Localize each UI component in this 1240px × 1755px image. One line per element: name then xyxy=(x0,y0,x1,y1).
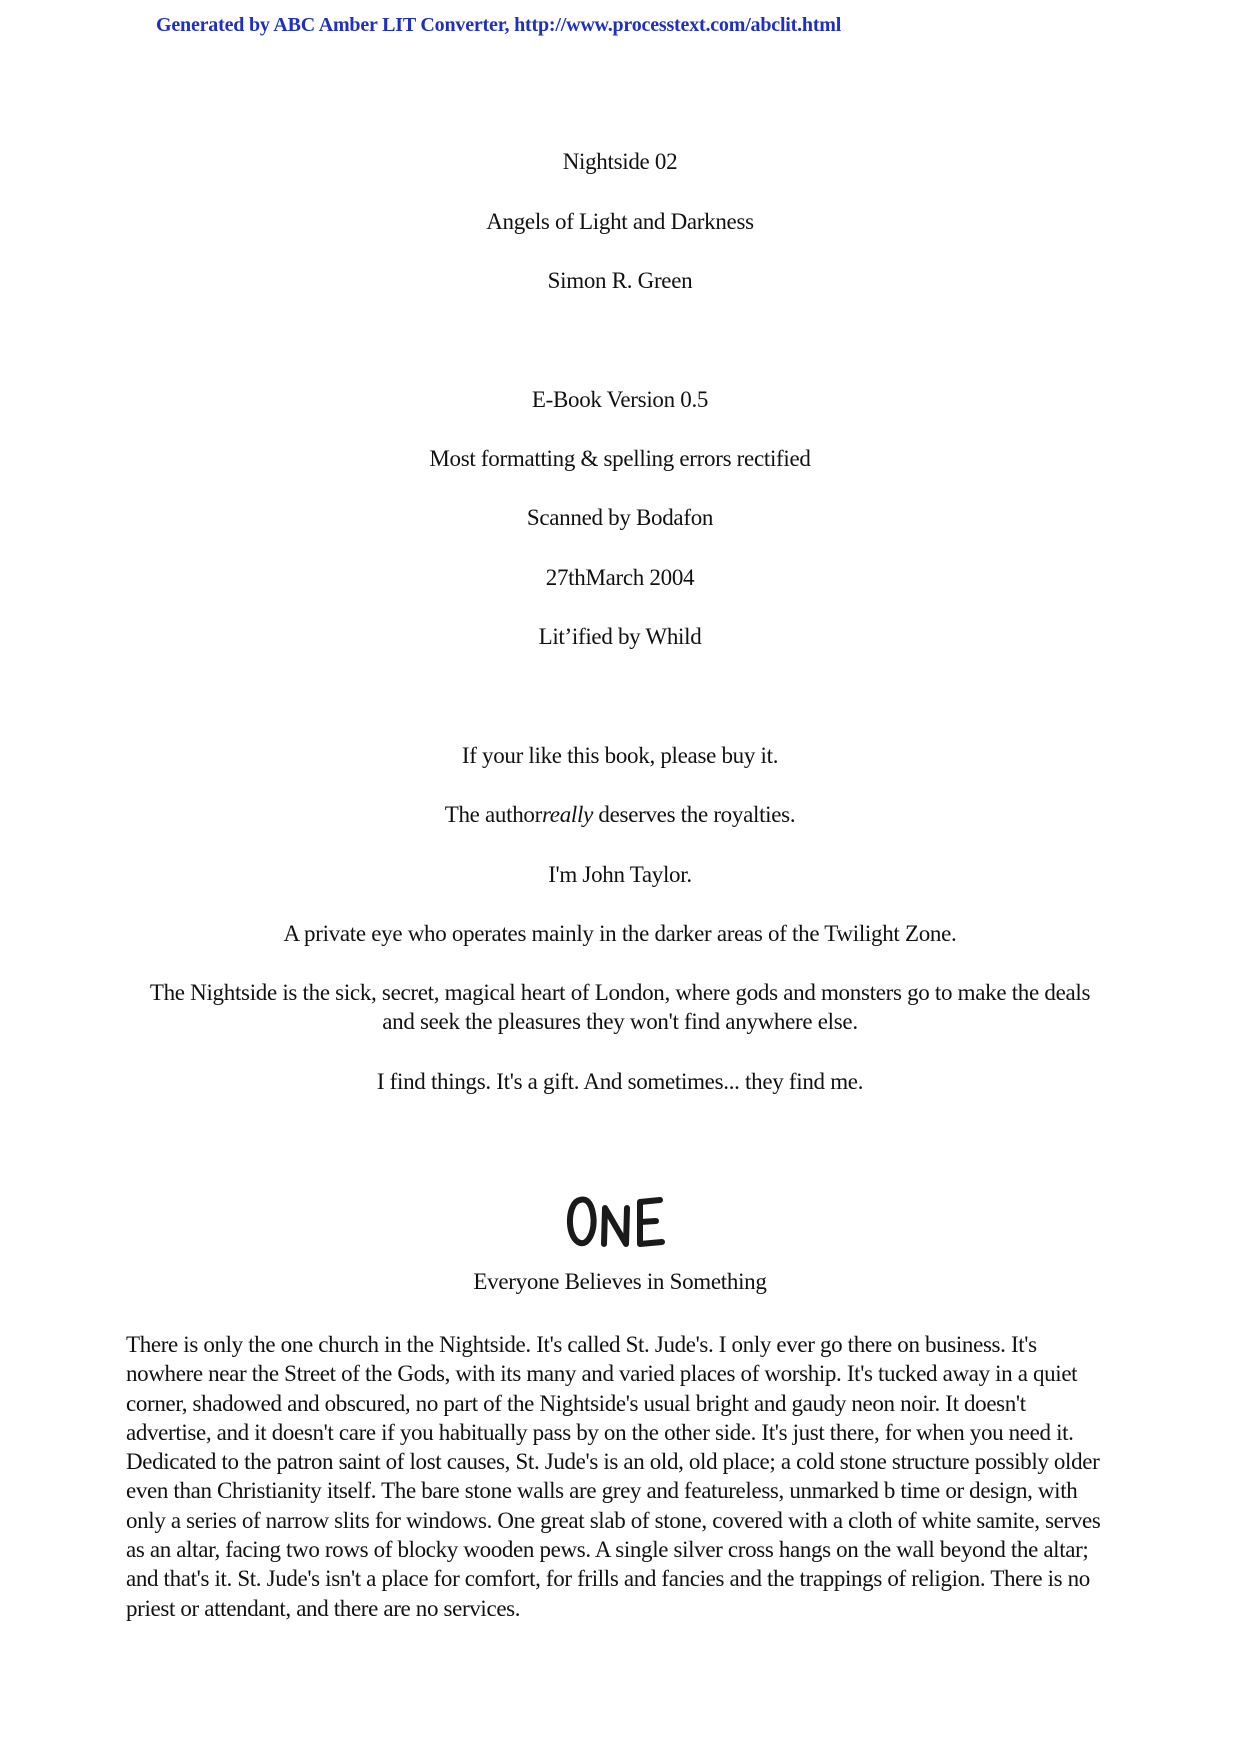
intro-job: A private eye who operates mainly in the darker areas of the Twilight Zone. xyxy=(283,921,957,946)
ebook-version: E-Book Version 0.5 xyxy=(531,387,709,412)
book-title: Angels of Light and Darkness xyxy=(486,209,754,234)
litified-credit: Lit’ified by Whild xyxy=(538,624,702,649)
author-name: Simon R. Green xyxy=(547,268,693,293)
intro-name: I'm John Taylor. xyxy=(548,862,692,887)
scan-date: 27thMarch 2004 xyxy=(545,565,695,590)
royalties-emphasis: really xyxy=(541,802,593,827)
chapter-number-art-text: ONE xyxy=(618,1252,622,1253)
generator-banner[interactable]: Generated by ABC Amber LIT Converter, http://www.processtext.com/abclit.html xyxy=(156,14,842,36)
royalties-text-before: The author xyxy=(444,802,542,827)
chapter-paragraph: There is only the one church in the Nightside. It's called St. Jude's. I only ever go there on business. It's nowhere near the Street of the Gods, with its many and varied places of worship. It's tucked away in a quiet corner, shadowed and obscured, no part of the Nightside's usual bright and gaudy neon noir. It doesn't advertise, and it doesn't care if you habitually pass by on the other side. It's just there, for when you need it. Dedicated to the patron saint of lost causes, St. Jude's is an old, old place; a cold stone structure possibly older even than Christianity itself. The bare stone walls are grey and featureless, unmarked b time or design, with only a series of narrow slits for windows. One great slab of stone, covered with a cloth of white samite, serves as an altar, facing two rows of blocky wooden pews. A single silver cross hangs on the wall beyond the altar; and that's it. St. Jude's isn't a place for comfort, for frills and fancies and the trappings of religion. There is no priest or attendant, and there are no services. xyxy=(126,1332,1101,1621)
intro-gift: I find things. It's a gift. And sometimes... they find me. xyxy=(376,1069,864,1094)
royalties-line xyxy=(0,800,1240,829)
royalties-text-after: deserves the royalties. xyxy=(592,802,796,827)
intro-nightside: The Nightside is the sick, secret, magical heart of London, where gods and monsters go to make the deals and seek the pleasures they won't find anywhere else. xyxy=(149,980,1091,1034)
buy-appeal: If your like this book, please buy it. xyxy=(461,743,779,768)
chapter-number-art xyxy=(560,1186,680,1256)
scanner-credit: Scanned by Bodafon xyxy=(526,505,714,530)
series-title: Nightside 02 xyxy=(562,149,678,174)
formatting-note: Most formatting & spelling errors rectified xyxy=(429,446,811,471)
chapter-title: Everyone Believes in Something xyxy=(473,1269,767,1294)
